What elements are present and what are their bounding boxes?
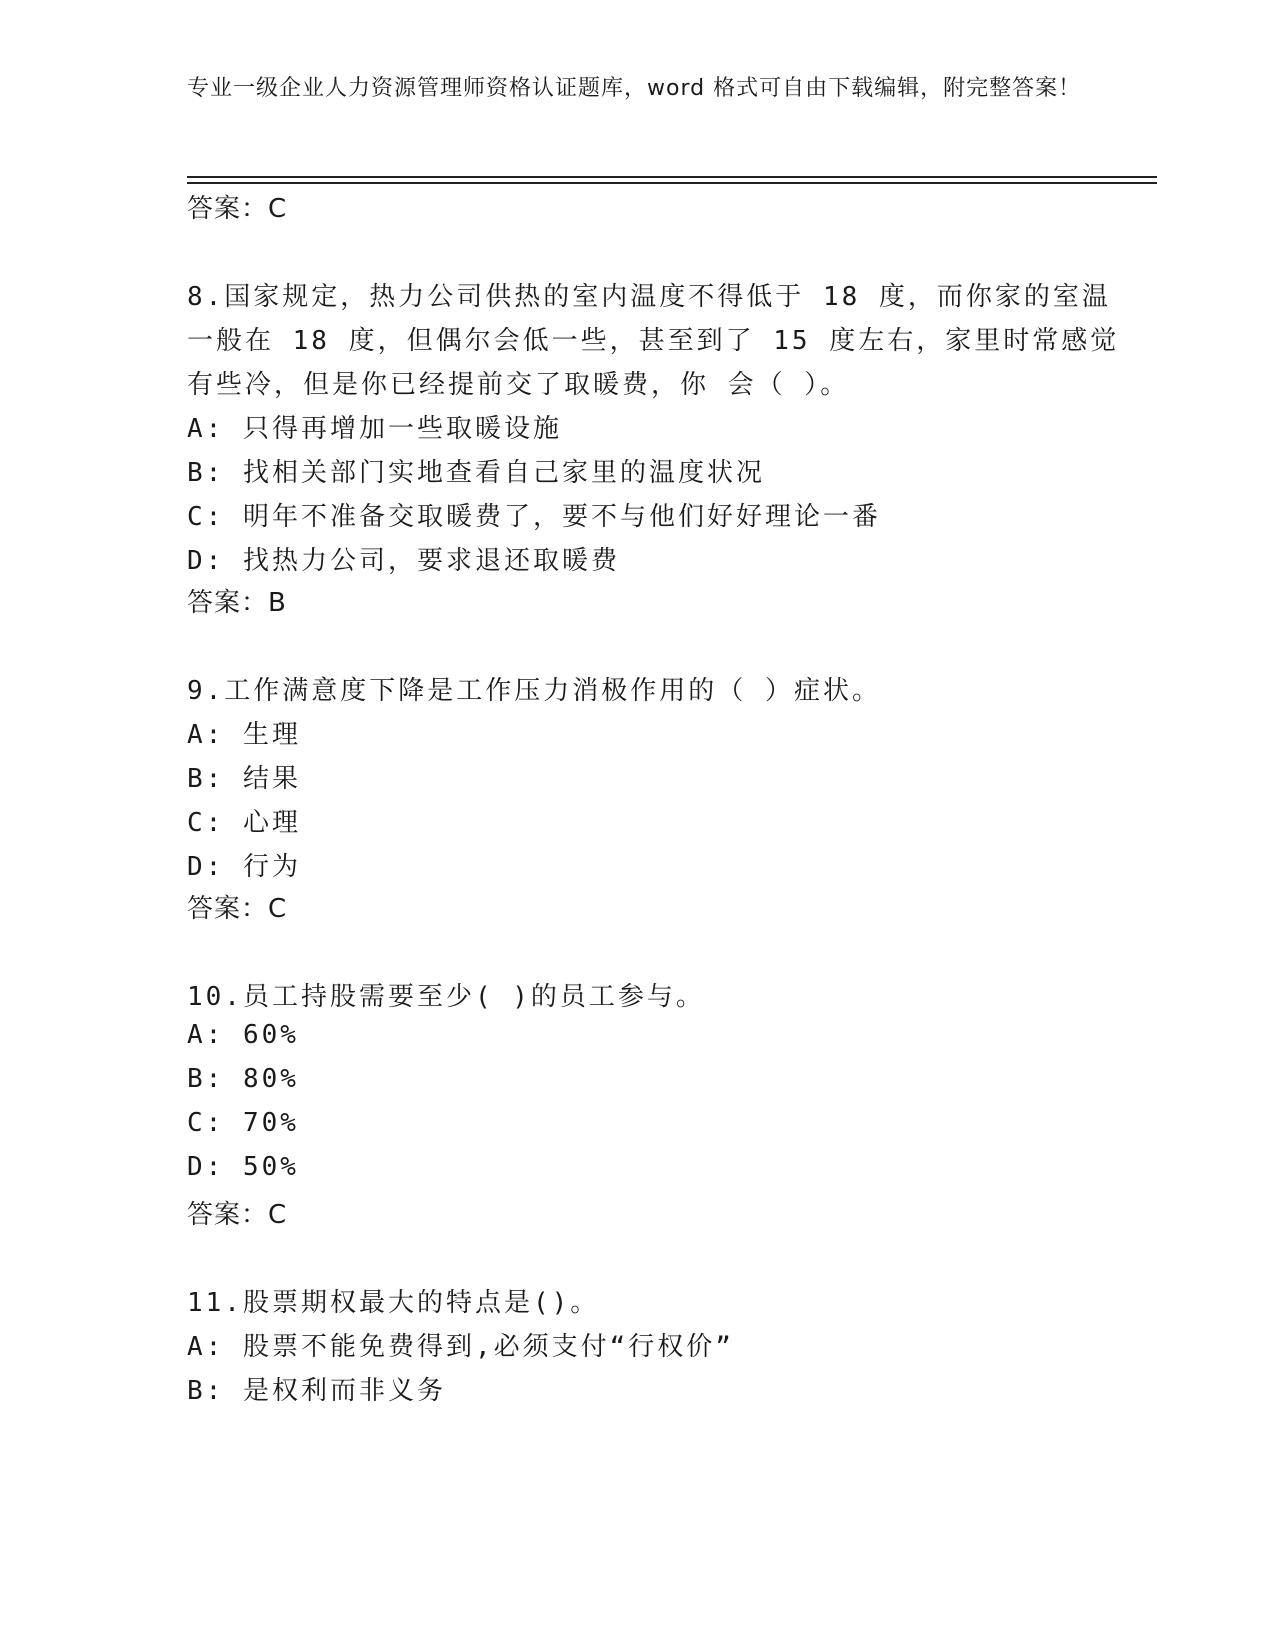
question-8-stem-line-2: 一般在 18 度，但偶尔会低一些，甚至到了 15 度左右，家里时常感觉 [187, 326, 1120, 356]
question-8-option-b: B: 找相关部门实地查看自己家里的温度状况 [187, 458, 765, 488]
question-9-option-a: A: 生理 [187, 720, 301, 750]
question-9-answer: 答案：C [187, 894, 288, 924]
question-10-option-d: D: 50% [187, 1152, 299, 1182]
question-9-option-b: B: 结果 [187, 764, 301, 794]
question-11-option-a: A: 股票不能免费得到,必须支付“行权价” [187, 1332, 734, 1362]
question-9-option-d: D: 行为 [187, 852, 301, 882]
question-10-stem: 10.员工持股需要至少( )的员工参与。 [187, 982, 705, 1012]
question-9-stem: 9.工作满意度下降是工作压力消极作用的（ ）症状。 [187, 676, 881, 706]
question-10-option-b: B: 80% [187, 1064, 299, 1094]
header-note: 专业一级企业人力资源管理师资格认证题库，word 格式可自由下载编辑，附完整答案！ [187, 76, 1082, 101]
question-8-option-a: A: 只得再增加一些取暖设施 [187, 414, 562, 444]
question-10-answer: 答案：C [187, 1200, 288, 1230]
question-8-option-c: C: 明年不准备交取暖费了，要不与他们好好理论一番 [187, 502, 881, 532]
question-10-option-a: A: 60% [187, 1020, 299, 1050]
header-divider-top [187, 176, 1157, 178]
question-11-stem: 11.股票期权最大的特点是()。 [187, 1288, 600, 1318]
question-8-stem-line-1: 8.国家规定，热力公司供热的室内温度不得低于 18 度，而你家的室温 [187, 282, 1111, 312]
question-10-option-c: C: 70% [187, 1108, 299, 1138]
question-11-option-b: B: 是权利而非义务 [187, 1376, 446, 1406]
answer-line: 答案：C [187, 194, 288, 224]
question-8-answer: 答案：B [187, 588, 287, 618]
header-divider-bottom [187, 182, 1157, 184]
question-9-option-c: C: 心理 [187, 808, 301, 838]
question-8-stem-line-3: 有些冷，但是你已经提前交了取暖费，你 会（ ）。 [187, 370, 850, 400]
question-8-option-d: D: 找热力公司，要求退还取暖费 [187, 546, 620, 576]
